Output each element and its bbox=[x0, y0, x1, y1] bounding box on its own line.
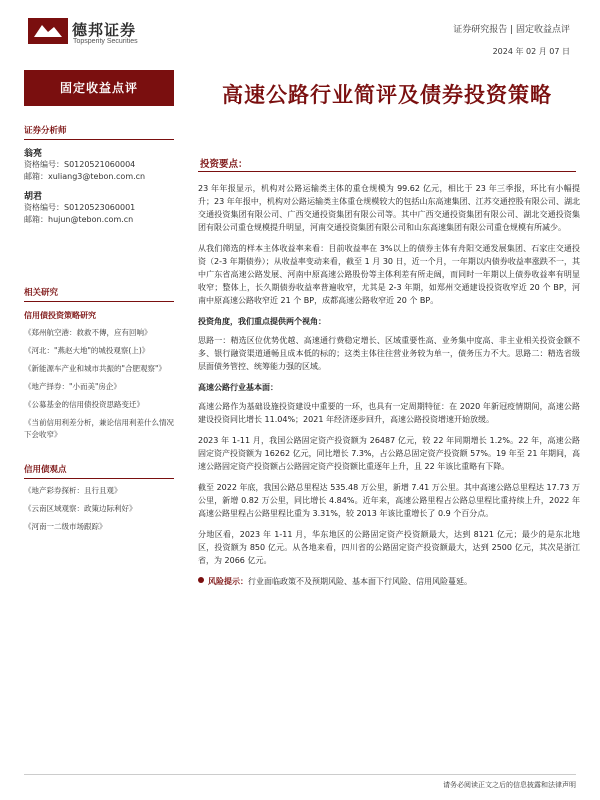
logo-text-cn: 德邦证券 bbox=[72, 21, 137, 39]
report-date: 2024 年 02 月 07 日 bbox=[492, 47, 570, 56]
analyst-email[interactable]: 邮箱：hujun@tebon.com.cn bbox=[24, 215, 134, 224]
related-report-link[interactable]: 《河南一二级市场跟踪》 bbox=[24, 522, 107, 531]
related-report-link[interactable]: 《云南区域观察：政策边际利好》 bbox=[24, 504, 137, 513]
analyst-cert: 资格编号：S0120523060001 bbox=[24, 203, 136, 212]
analyst-name: 胡君 bbox=[24, 192, 43, 202]
body-paragraph: 从我们筛选的样本主体收益率来看：目前收益率在 3%以上的债券主体有舟阳交通发展集团、石家庄交通投资（2-3 年期债券）；从收益率变动来看，截至 1 月 30 日，近一个月，一年期以内债券收益率涨跌不一，其中广东省高速公路发展、河南中原高速公路股份等主体利差有所走阔，而同时一年期以上债券收益率有明显收窄；整体上，长久期债券收益率普遍收窄，尤其是 2-3 年期，如郑州交通建设投资收窄近 20 个 BP，河南中原高速公路收窄近 21 个 BP，成都高速公路收窄近 20 个 BP。 bbox=[198, 244, 580, 305]
analyst-cert: 资格编号：S0120521060004 bbox=[24, 160, 136, 169]
related-report-link[interactable]: 《地产彩券探析：且行且观》 bbox=[24, 486, 122, 495]
page-header bbox=[0, 0, 600, 66]
related-research-heading: 相关研究 bbox=[24, 286, 174, 302]
related-report-link[interactable]: 《地产择券："小而美"房企》 bbox=[24, 382, 121, 391]
report-category-banner: 固定收益点评 bbox=[24, 70, 174, 106]
report-title: 高速公路行业简评及债券投资策略 bbox=[222, 83, 552, 107]
risk-warning bbox=[198, 575, 580, 588]
analysts-heading: 证券分析师 bbox=[24, 124, 174, 140]
related-report-link[interactable]: 《公募基金的信用债投资思路变迁》 bbox=[24, 400, 144, 409]
footer-divider bbox=[24, 774, 576, 775]
risk-text: 行业面临政策不及预期风险、基本面下行风险、信用风险蔓延。 bbox=[248, 577, 472, 586]
report-body bbox=[198, 182, 580, 588]
body-paragraph: 23 年年报显示，机构对公路运输类主体的重仓规模为 99.62 亿元，相比于 23 年三季报，环比有小幅提升；23 年年报中，机构对公路运输类主体重仓规模较大的包括山东高速集团、江苏交通控股有限公司、湖北交通投资集团有限公司、广西交通投资集团有限公司等。其中广西交通投资集团有限公司、湖北交通投资集团有限公司重仓规模提升明显，河南交通投资集团有限公司和山东高速集团有限公司重仓规模有所减少。 bbox=[198, 184, 580, 232]
analyst-block bbox=[24, 189, 174, 226]
related-report-link[interactable]: 《当前信用利差分析，兼论信用利差什么情况下会收窄》 bbox=[24, 418, 174, 439]
sidebar bbox=[24, 112, 174, 533]
bullet-icon bbox=[198, 577, 204, 583]
related-report-link[interactable]: 《郑州航空港：救救不傳，应有回响》 bbox=[24, 328, 152, 337]
related-report-link[interactable]: 《河北："燕赵大地"的城投观察(上)》 bbox=[24, 346, 150, 355]
report-type: 证券研究报告 | 固定收益点评 bbox=[453, 25, 570, 35]
body-paragraph: 2023 年 1-11 月，我国公路固定资产投资额为 26487 亿元，较 22 年同期增长 1.2%。22 年，高速公路固定资产投资额为 16262 亿元，同比增长 7.3%，占公路总固定资产投资额 57%。19 年至 21 年期间，高速公路固定资产投资额占公路固定资产投资额比重逐年上升，且 22 年该比重略有下降。 bbox=[198, 436, 580, 471]
logo-text-en: Topsperity Securities bbox=[73, 38, 138, 45]
body-paragraph: 高速公路作为基础设施投资建设中重要的一环，也具有一定周期特征：在 2020 年新冠疫情期间，高速公路建设投资同比增长 11.04%；2021 年经济逐步回升，高速公路投资增速开始放缓。 bbox=[198, 402, 580, 424]
related-report-link[interactable]: 《新能源车产业和城市共振的"合肥观察"》 bbox=[24, 364, 166, 373]
footer-disclaimer: 请务必阅读正文之后的信息披露和法律声明 bbox=[443, 781, 576, 789]
subheading: 投资角度，我们重点提供两个视角： bbox=[198, 317, 326, 326]
body-paragraph: 截至 2022 年底，我国公路总里程达 535.48 万公里，新增 7.41 万公里。其中高速公路总里程达 17.73 万公里，新增 0.82 万公里，同比增长 4.84%。近年来，高速公路里程占公路总里程比重持续上升，2022 年高速公路里程占公路里程比重为 3.31%，较 2013 年该比重增长了 0.9 个百分点。 bbox=[198, 483, 580, 518]
series-title: 信用债观点 bbox=[24, 463, 174, 479]
key-points-heading: 投资要点： bbox=[200, 159, 248, 170]
analyst-block bbox=[24, 146, 174, 183]
analyst-email[interactable]: 邮箱：xuliang3@tebon.com.cn bbox=[24, 172, 146, 181]
analyst-name: 翁亮 bbox=[24, 149, 43, 159]
risk-label: 风险提示： bbox=[208, 577, 248, 586]
key-points-heading-bar bbox=[198, 152, 576, 172]
subheading: 高速公路行业基本面： bbox=[198, 383, 278, 392]
tebon-logo-icon bbox=[28, 18, 68, 44]
series-title: 信用债投资策略研究 bbox=[24, 311, 96, 320]
body-paragraph: 思路一：精选区位优势优越、高速通行费稳定增长、区域重要性高、业务集中度高、非主业相关投资金额不多、银行融资渠道通畅且成本低的标的；这类主体往往营业务较为单一，债务压力不大。思路二：精选省级层面债务管控、统筹能力强的区域。 bbox=[198, 336, 580, 371]
body-paragraph: 分地区看，2023 年 1-11 月，华东地区的公路固定资产投资额最大，达到 8121 亿元；最少的是东北地区，投资额为 850 亿元。从各地来看，四川省的公路固定资产投资额最大，达到 2500 亿元，其次是浙江省，为 2066 亿元。 bbox=[198, 530, 580, 565]
